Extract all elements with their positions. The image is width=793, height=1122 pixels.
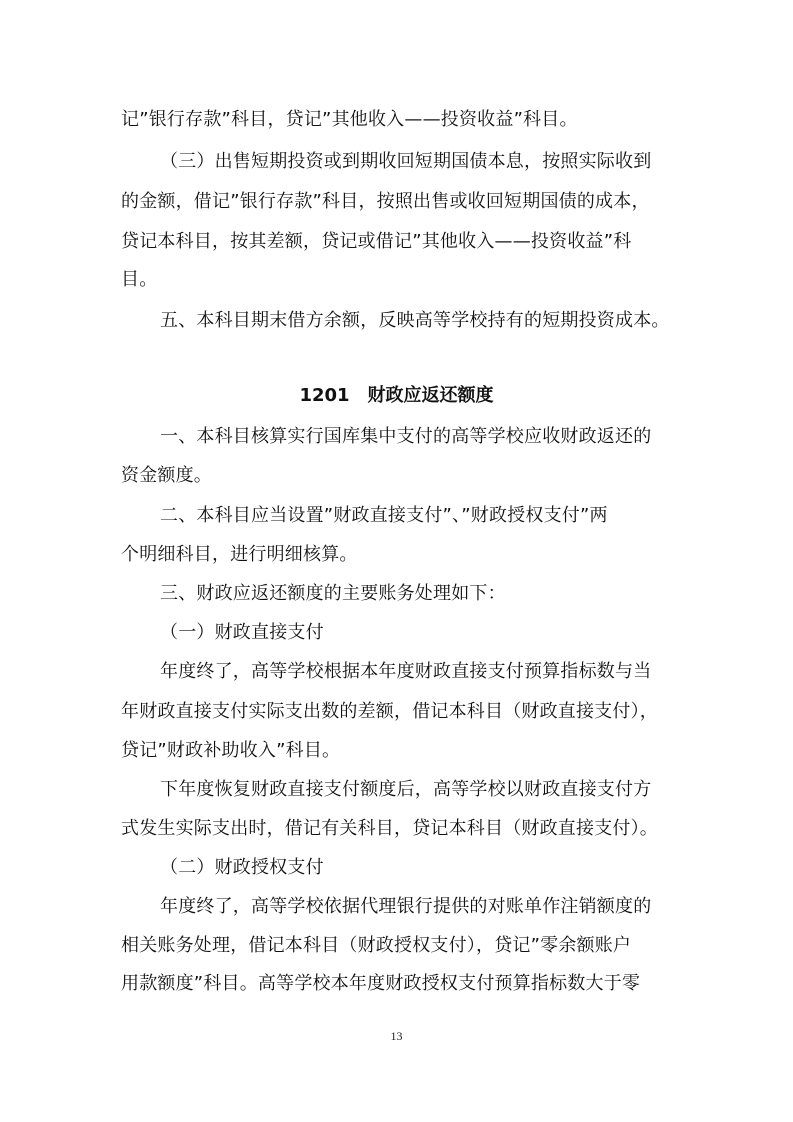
text-line: 三、财政应返还额度的主要账务处理如下： bbox=[160, 583, 506, 604]
text-line: 年度终了，高等学校根据本年度财政直接支付预算指标数与当 bbox=[160, 661, 652, 682]
text-line: 个明细科目，进行明细核算。 bbox=[121, 544, 358, 565]
text-line: 式发生实际支出时，借记有关科目，贷记本科目（财政直接支付）。 bbox=[121, 818, 658, 839]
text-line: 年度终了，高等学校依据代理银行提供的对账单作注销额度的 bbox=[160, 896, 652, 917]
page-number: 13 bbox=[390, 1029, 403, 1043]
text-line: 目。 bbox=[121, 269, 158, 290]
text-line: （二）财政授权支付 bbox=[160, 857, 324, 878]
text-line: 资金额度。 bbox=[121, 465, 212, 486]
text-line: 五、本科目期末借方余额，反映高等学校持有的短期投资成本。 bbox=[160, 310, 670, 331]
text-line: 贷记”财政补助收入”科目。 bbox=[121, 740, 341, 761]
text-line: 二、本科目应当设置”财政直接支付”、”财政授权支付”两 bbox=[160, 505, 608, 526]
text-line: 记”银行存款”科目，贷记”其他收入——投资收益”科目。 bbox=[121, 109, 578, 130]
text-line: 贷记本科目，按其差额，贷记或借记”其他收入——投资收益”科 bbox=[121, 231, 632, 252]
text-line: 相关账务处理，借记本科目（财政授权支付），贷记”零余额账户 bbox=[121, 935, 632, 956]
text-line: 的金额，借记”银行存款”科目，按照出售或收回短期国债的成本， bbox=[121, 191, 650, 212]
text-line: 一、本科目核算实行国库集中支付的高等学校应收财政返还的 bbox=[160, 426, 652, 447]
text-line: （一）财政直接支付 bbox=[160, 622, 324, 643]
text-line: 年财政直接支付实际支出数的差额，借记本科目（财政直接支付）， bbox=[121, 701, 658, 722]
text-line: （三）出售短期投资或到期收回短期国债本息，按照实际收到 bbox=[160, 151, 652, 172]
text-line: 用款额度”科目。高等学校本年度财政授权支付预算指标数大于零 bbox=[121, 973, 641, 994]
section-heading: 1201 财政应返还额度 bbox=[299, 385, 494, 406]
text-line: 下年度恢复财政直接支付额度后，高等学校以财政直接支付方 bbox=[160, 779, 652, 800]
